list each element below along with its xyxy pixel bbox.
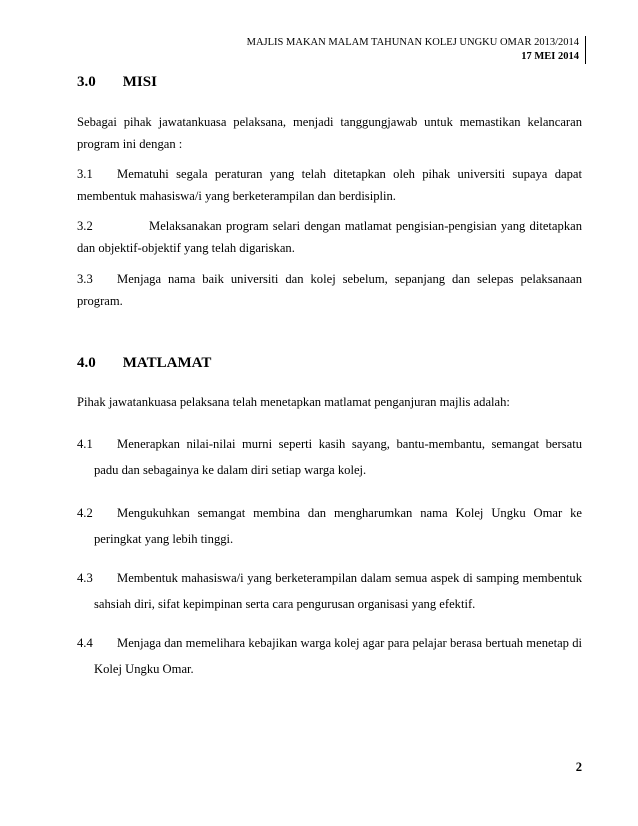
header-date: 17 MEI 2014 bbox=[521, 51, 579, 62]
matlamat-item bbox=[77, 630, 582, 682]
item-number: 3.1 bbox=[77, 167, 93, 181]
item-text: Membentuk mahasiswa/i yang berketerampilan dalam semua aspek di samping membentuk sahsiah diri, sifat kepimpinan serta cara pengurusan organisasi yang efektif. bbox=[94, 571, 582, 611]
section-number: 4.0 bbox=[77, 355, 96, 371]
section-number: 3.0 bbox=[77, 74, 96, 90]
header-title: MAJLIS MAKAN MALAM TAHUNAN KOLEJ UNGKU OMAR 2013/2014 bbox=[246, 37, 579, 48]
misi-item bbox=[77, 215, 582, 259]
item-number: 4.4 bbox=[77, 636, 93, 650]
matlamat-intro: Pihak jawatankuasa pelaksana telah menetapkan matlamat penganjuran majlis adalah: bbox=[77, 395, 510, 409]
item-text: Menjaga dan memelihara kebajikan warga kolej agar para pelajar berasa bertuah menetap di Kolej Ungku Omar. bbox=[94, 636, 582, 676]
matlamat-item bbox=[77, 565, 582, 617]
item-text: Mengukuhkan semangat membina dan mengharumkan nama Kolej Ungku Omar ke peringkat yang lebih tinggi. bbox=[94, 506, 582, 546]
page-header bbox=[247, 36, 586, 64]
item-text: Menerapkan nilai-nilai murni seperti kasih sayang, bantu-membantu, semangat bersatu padu dan sebagainya ke dalam diri setiap warga kolej. bbox=[94, 437, 582, 477]
misi-item bbox=[77, 268, 582, 312]
item-text: Menjaga nama baik universiti dan kolej sebelum, sepanjang dan selepas pelaksanaan program. bbox=[77, 272, 582, 308]
page-number: 2 bbox=[575, 760, 582, 774]
matlamat-item bbox=[77, 500, 582, 552]
item-number: 4.2 bbox=[77, 506, 93, 520]
misi-intro: Sebagai pihak jawatankuasa pelaksana, menjadi tanggungjawab untuk memastikan kelancaran program ini dengan : bbox=[77, 115, 582, 151]
matlamat-item bbox=[77, 431, 582, 483]
item-number: 4.3 bbox=[77, 571, 93, 585]
item-text: Mematuhi segala peraturan yang telah ditetapkan oleh pihak universiti supaya dapat membentuk mahasiswa/i yang berketerampilan dan berdisiplin. bbox=[77, 167, 582, 203]
section-title-matlamat bbox=[77, 355, 211, 372]
misi-item bbox=[77, 163, 582, 207]
section-heading: MATLAMAT bbox=[122, 355, 212, 371]
section-heading: MISI bbox=[122, 74, 157, 90]
section-title-misi bbox=[77, 74, 157, 91]
item-text: Melaksanakan program selari dengan matlamat pengisian-pengisian yang ditetapkan dan objektif-objektif yang telah digariskan. bbox=[77, 219, 582, 255]
item-number: 4.1 bbox=[77, 437, 93, 451]
item-number: 3.3 bbox=[77, 272, 93, 286]
item-number: 3.2 bbox=[77, 219, 93, 233]
